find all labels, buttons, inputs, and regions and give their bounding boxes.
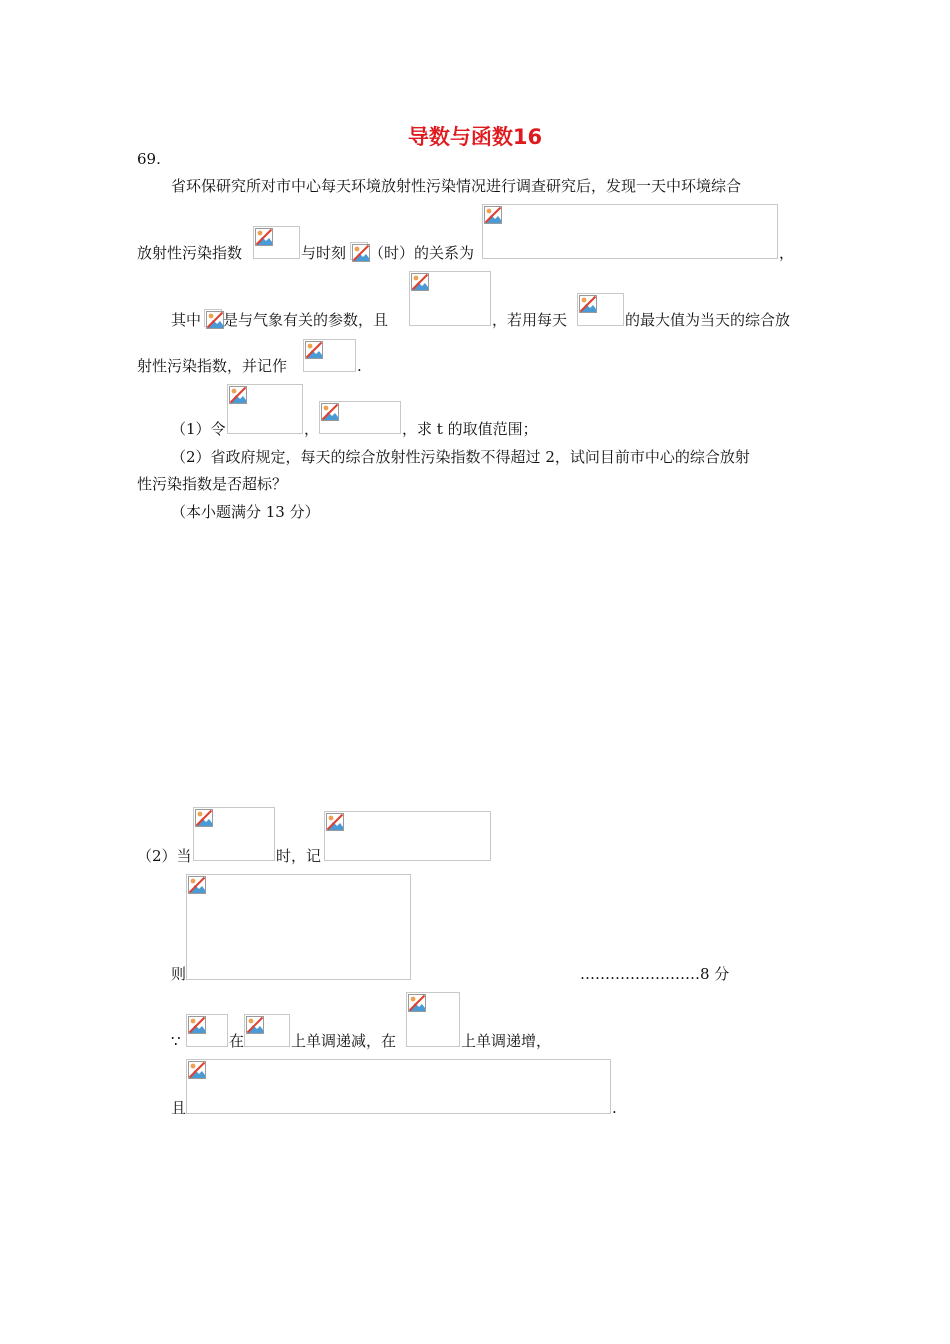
broken-image-icon xyxy=(321,403,339,421)
para1-line3-text-d: 的最大值为当天的综合放 xyxy=(625,311,791,329)
para1-line3-text-a: 其中 xyxy=(171,311,202,329)
because-symbol: ∵ xyxy=(171,1032,181,1050)
question-2-line1: （2）省政府规定，每天的综合放射性污染指数不得超过 2，试问目前市中心的综合放射 xyxy=(171,448,750,466)
page-title: 导数与函数16 xyxy=(407,125,543,149)
formula-image xyxy=(350,242,368,260)
formula-image xyxy=(253,226,300,259)
because-text-d: 上单调递增， xyxy=(461,1032,552,1050)
broken-image-icon xyxy=(195,809,213,827)
broken-image-icon xyxy=(352,244,370,262)
para1-line2-text-a: 放射性污染指数 xyxy=(137,244,243,262)
formula-image xyxy=(303,339,356,372)
formula-image xyxy=(227,384,303,434)
formula-image xyxy=(193,807,275,861)
broken-image-icon xyxy=(188,1061,206,1079)
para1-line4-text-b: . xyxy=(357,357,362,375)
score-8-points: ……………………8 分 xyxy=(580,965,730,983)
solution-2-text-a: （2）当 xyxy=(137,847,192,865)
formula-image xyxy=(204,309,222,327)
and-end: . xyxy=(612,1099,617,1117)
and-label: 且 xyxy=(171,1099,187,1117)
formula-image xyxy=(409,271,491,326)
formula-image xyxy=(186,1014,228,1047)
para1-line2-text-c: （时）的关系为 xyxy=(369,244,475,262)
broken-image-icon xyxy=(188,876,206,894)
broken-image-icon xyxy=(408,994,426,1012)
formula-image xyxy=(324,811,491,861)
broken-image-icon xyxy=(326,813,344,831)
question-1-text-c: ，求 t 的取值范围； xyxy=(402,420,538,438)
formula-image xyxy=(319,401,401,434)
formula-image xyxy=(186,874,411,980)
para1-line4-text-a: 射性污染指数，并记作 xyxy=(137,357,288,375)
because-text-b: 在 xyxy=(229,1032,245,1050)
formula-image xyxy=(186,1059,611,1114)
formula-image xyxy=(482,204,778,259)
question-2-line2: 性污染指数是否超标？ xyxy=(137,475,288,493)
broken-image-icon xyxy=(255,228,273,246)
score-note: （本小题满分 13 分） xyxy=(171,503,320,521)
para1-line3-text-c: ，若用每天 xyxy=(492,311,568,329)
broken-image-icon xyxy=(305,341,323,359)
broken-image-icon xyxy=(206,311,224,329)
problem-number: 69. xyxy=(137,150,161,168)
broken-image-icon xyxy=(188,1016,206,1034)
broken-image-icon xyxy=(411,273,429,291)
para1-line3-text-b: 是与气象有关的参数，且 xyxy=(223,311,389,329)
para1-line2-text-d: ， xyxy=(779,244,795,262)
because-text-c: 上单调递减，在 xyxy=(291,1032,397,1050)
question-1-text-b: ， xyxy=(304,420,320,438)
broken-image-icon xyxy=(579,295,597,313)
broken-image-icon xyxy=(484,206,502,224)
formula-image xyxy=(244,1014,290,1047)
formula-image xyxy=(406,992,460,1047)
broken-image-icon xyxy=(246,1016,264,1034)
formula-image xyxy=(577,293,624,326)
broken-image-icon xyxy=(229,386,247,404)
solution-2-text-b: 时，记 xyxy=(276,847,322,865)
para1-line1: 省环保研究所对市中心每天环境放射性污染情况进行调查研究后，发现一天中环境综合 xyxy=(171,177,742,195)
question-1-text-a: （1）令 xyxy=(171,420,226,438)
then-label: 则 xyxy=(171,965,187,983)
para1-line2-text-b: 与时刻 xyxy=(301,244,347,262)
